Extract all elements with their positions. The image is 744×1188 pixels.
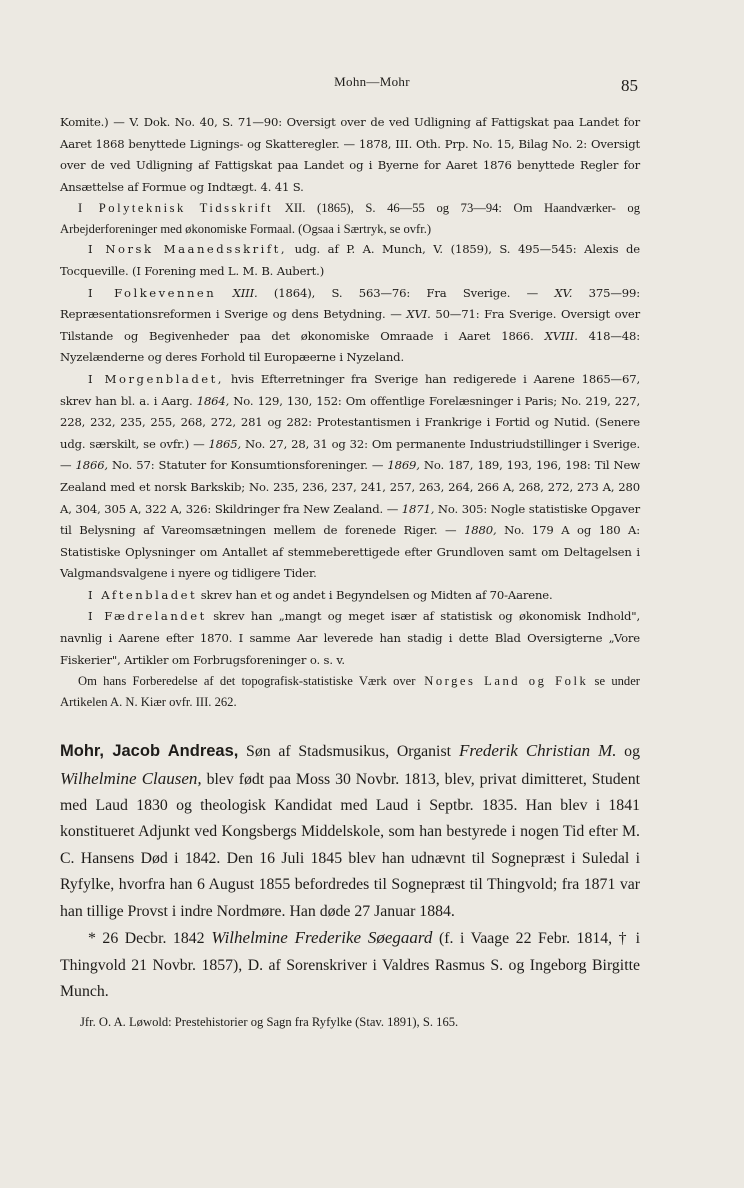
year: 1880, [456,523,497,538]
biography-paragraph [60,738,640,925]
year: 1866, [71,458,108,473]
bio-text: Søn af Stadsmusikus, Organist [238,743,451,761]
year: 1864, [192,393,230,408]
person-name: Wilhelmine Clausen, [60,768,202,788]
works-paragraph [60,112,640,198]
works-text: udg. af P. A. Munch, V. (1859), S. 495—545: Alexis de Tocqueville. (I Forening med L. M. B. Aubert.) [60,242,640,278]
periodical-title: I Aftenbladet [88,587,198,602]
volume-number: XVI. [401,307,431,322]
works-text: XII. (1865), S. 46—55 og 73—94: Om Haandværker- og Arbejderforeninger med økonomiske Formaal. (Ogsaa i Særtryk, se ovfr.) [60,201,640,236]
volume-number: XVIII. [533,328,578,343]
person-name: Wilhelmine Frederike Søegaard [204,928,433,948]
reference-note [60,1011,640,1033]
person-name: Frederik Christian M. [450,741,617,761]
works-text: se under Artikelen A. N. Kiær ovfr. III. 262. [60,674,640,709]
works-text: skrev han „mangt og meget især af statistisk og økonomisk Indhold", navnlig i Aarene efter 1870. I samme Aar leverede han stadig i dette Blad Oversigterne „Vore Fiskerier", Artikler om Forbrugsforeninger o. s. v. [60,609,640,667]
year: 1865, [204,436,241,451]
bio-text: (f. i Vaage 22 Febr. 1814, † i Thingvold 21 Novbr. 1857), D. af Sorenskriver i Valdres Rasmus S. og Ingeborg Birgitte Munch. [60,930,641,1000]
bio-text: og [616,743,640,761]
periodical-title: I Morgenbladet, [88,371,224,386]
works-text: Om hans Forberedelse af det topografisk-statistiske Værk over [78,674,416,689]
reference-text: Jfr. O. A. Løwold: Prestehistorier og Sagn fra Ryfylke (Stav. 1891), S. 165. [80,1015,459,1030]
works-paragraph [60,239,640,282]
periodical-title: I Polyteknisk Tidsskrift [78,201,274,216]
works-text: 418—48: Nyzelænderne og deres Forhold til Europæerne i Nyzeland. [60,328,641,365]
works-text: 375—99: Repræsentationsreformen i Sverige og dens Betydning. — [60,285,640,322]
works-text: Komite.) — V. Dok. No. 40, S. 71—90: Oversigt over de ved Udligning af Fattigskat paa Landet for Aaret 1868 benyttede Lignings- og Skatteregler. — 1878, III. Oth. Prp. No. 15, Bilag No. 2: Oversigt over de ved Udligning af Fattigskat paa Landet og i Byerne for Aaret 1876 benyttede Regler for Ansættelse af Formue og Indtægt. 4. 41 S. [60,115,640,194]
works-paragraph [60,585,640,607]
periodical-title: I Folkevennen [88,285,217,300]
works-text: No. 179 A og 180 A: Statistiske Oplysninger om Antallet af stemmeberettigede efter Grundloven samt om Deltagelsen i Valgmandsvalgene i nyere og tidligere Tider. [60,523,641,581]
year: 1871, [398,501,435,516]
bio-text: * 26 Decbr. 1842 [88,930,205,948]
works-text: No. 187, 189, 193, 196, 198: Til New Zealand med et norsk Barkskib; No. 235, 236, 237, 241, 257, 263, 264, 266 A, 268, 272, 273 A, 280 A, 304, 305 A, 322 A, 326: Skildringer fra New Zealand. — [60,458,640,516]
marriage-paragraph [60,925,640,1005]
page-text [60,112,640,1033]
works-text: skrev han et og andet i Begyndelsen og Midten af 70-Aarene. [197,587,553,602]
works-paragraph [60,283,640,369]
volume-number: XV. [538,285,573,300]
works-text: No. 129, 130, 152: Om offentlige Forelæsninger i Paris; No. 219, 227, 228, 232, 235, 255, 268, 272, 281 og 282: Protestantismen i Frankrige i Fortid og Nutid. (Senere udg. særskilt, se ovfr.) — [60,393,641,451]
works-text: 50—71: Fra Sverige. Oversigt over Tilstande og Begivenheder paa det økonomiske Omraade i Aaret 1866. [60,307,641,343]
periodical-title: I Norsk Maanedsskrift, [88,242,288,257]
works-paragraph [60,369,640,585]
works-text: No. 57: Statuter for Konsumtionsforeninger. — [107,458,384,473]
works-paragraph [60,198,640,239]
works-text: (1864), S. 563—76: Fra Sverige. — [257,285,539,300]
bio-text: blev født paa Moss 30 Novbr. 1813, blev, privat dimitteret, Student med Laud 1830 og theologisk Kandidat med Laud i Septbr. 1835. Han blev i 1841 konstitueret Adjunkt ved Kongsbergs Middelskole, som han bestyrede i nogen Tid efter M. C. Hansens Død i 1842. Den 16 Juli 1845 blev han udnævnt til Sognepræst i Suledal i Ryfylke, hvorfra han 6 August 1855 befordredes til Sognepræst til Thingvold; fra 1871 var han tillige Provst i indre Nordmøre. Han døde 27 Januar 1884. [60,770,640,920]
page-number: 85 [621,76,638,95]
work-title: Norges Land og Folk [415,674,589,689]
year: 1869, [383,458,420,473]
works-paragraph [60,671,640,712]
works-text: No. 27, 28, 31 og 32: Om permanente Industriudstillinger i Sverige. — [60,436,640,473]
biography-entry [60,738,640,1005]
entry-headword: Mohr, Jacob Andreas, [60,742,239,761]
works-paragraph [60,606,640,671]
works-text: hvis Efterretninger fra Sverige han redigerede i Aarene 1865—67, skrev han bl. a. i Aarg. [60,371,640,408]
periodical-title: I Fædrelandet [88,609,207,624]
volume-number: XIII. [216,285,258,300]
running-head: Mohn—Mohr [334,74,410,89]
works-text: No. 305: Nogle statistiske Opgaver til Belysning af Vareomsætningen mellem de forenede Riger. — [60,501,640,538]
